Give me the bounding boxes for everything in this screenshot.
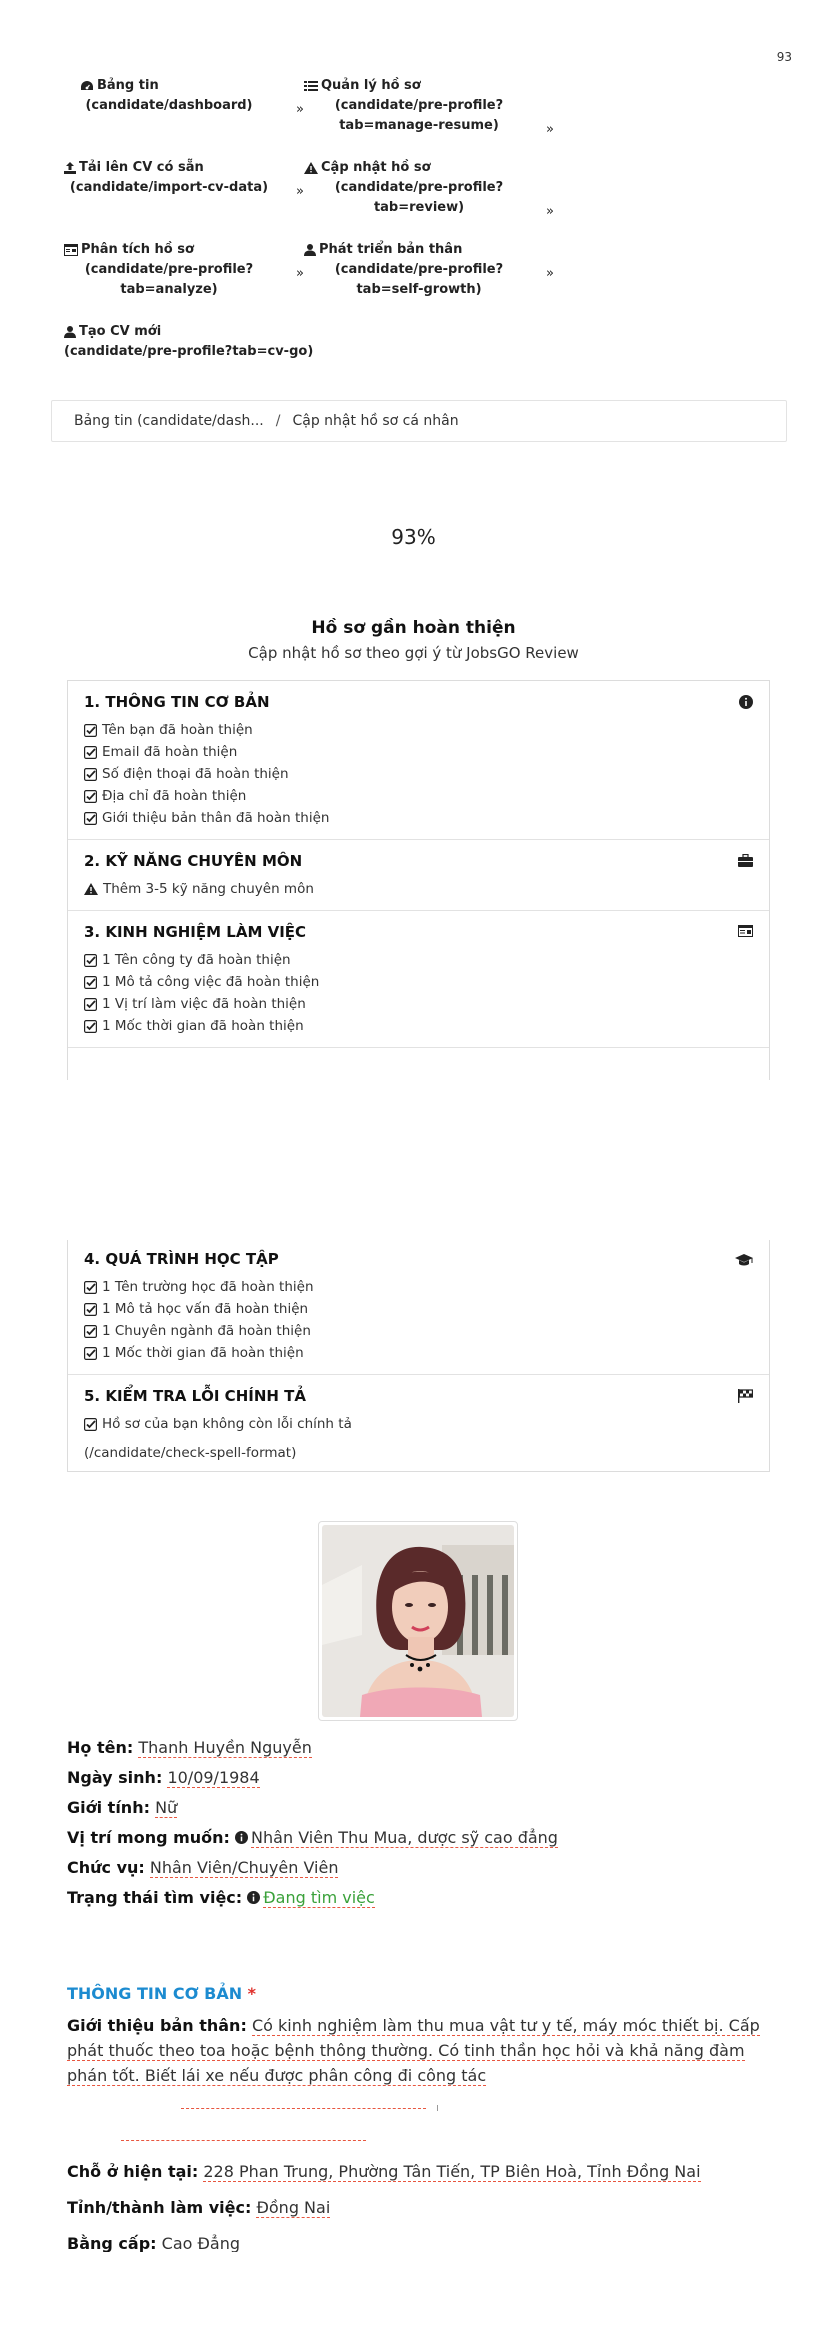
menu-item-title: Phân tích hồ sơ (81, 242, 194, 257)
empty-field-underline[interactable] (181, 2108, 426, 2109)
dashboard-icon (80, 80, 94, 92)
menu-arrow: » (546, 204, 554, 219)
menu-item-path: (candidate/pre-profile?tab=manage-resume) (334, 98, 504, 133)
menu-arrow: » (546, 122, 554, 137)
menu-item-create-cv[interactable] (64, 322, 324, 404)
checklist-item-text: 1 Mô tả học vấn đã hoàn thiện (102, 1301, 309, 1317)
check-square-icon (84, 1347, 97, 1360)
checklist-item-text: Email đã hoàn thiện (102, 744, 238, 760)
checklist-item (84, 785, 753, 807)
info-circle-icon (247, 1891, 260, 1904)
menu-item-path: (candidate/pre-profile?tab=review) (334, 180, 504, 215)
info-gender-value[interactable]: Nữ (155, 1798, 178, 1817)
warning-icon (84, 883, 98, 895)
list-icon (304, 80, 318, 92)
profile-checklist-bottom (67, 1240, 770, 1472)
checklist-item-text: 1 Mô tả công việc đã hoàn thiện (102, 974, 320, 990)
address-value[interactable]: 228 Phan Trung, Phường Tân Tiến, TP Biên Hoà, Tỉnh Đồng Nai (203, 2162, 701, 2181)
menu-item-title: Cập nhật hồ sơ (321, 160, 431, 175)
about-value[interactable]: Có kinh nghiệm làm thu mua vật tư y tế, máy móc thiết bị. Cấp phát thuốc theo toa hoặc bệnh thông thường. Có tinh thần học hỏi và khả năng đàm phán tốt. Biết lái xe nếu được phân công đi công tác (67, 2016, 760, 2085)
checklist-item (84, 1320, 753, 1342)
about-me[interactable] (67, 2013, 767, 2088)
warning-icon (304, 162, 318, 174)
check-square-icon (84, 1418, 97, 1431)
checklist-item-warning (84, 878, 753, 900)
menu-arrow: » (296, 184, 304, 199)
user-icon (304, 244, 316, 256)
profile-photo (322, 1525, 514, 1717)
checklist-item (84, 763, 753, 785)
degree-label: Bằng cấp: (67, 2234, 157, 2252)
section-title: 3. KINH NGHIỆM LÀM VIỆC (84, 923, 307, 941)
required-mark: * (247, 1984, 257, 2003)
info-label: Trạng thái tìm việc: (67, 1888, 243, 1907)
checklist-item-text: Tên bạn đã hoàn thiện (102, 722, 253, 738)
job-status-value[interactable]: Đang tìm việc (263, 1888, 375, 1907)
checklist-item-text: 1 Tên công ty đã hoàn thiện (102, 952, 291, 968)
section-title: 2. KỸ NĂNG CHUYÊN MÔN (84, 852, 303, 870)
about-label: Giới thiệu bản thân: (67, 2016, 247, 2035)
degree-value[interactable]: Cao Đẳng (161, 2234, 240, 2252)
menu-item-title: Tạo CV mới (79, 324, 162, 339)
breadcrumb (51, 400, 787, 442)
checklist-item-text: 1 Tên trường học đã hoàn thiện (102, 1279, 314, 1295)
menu-arrow: » (296, 266, 304, 281)
checklist-item (84, 949, 753, 971)
menu-item-path: (candidate/pre-profile?tab=self-growth) (334, 262, 504, 297)
info-label: Giới tính: (67, 1798, 150, 1817)
menu-item-review[interactable] (304, 158, 554, 240)
info-name-value[interactable]: Thanh Huyền Nguyễn (138, 1738, 312, 1757)
personal-info (67, 1733, 767, 1913)
menu-item-title: Quản lý hồ sơ (321, 78, 421, 93)
province-value[interactable]: Đồng Nai (256, 2198, 331, 2217)
menu-item-dashboard[interactable] (64, 76, 304, 158)
upload-icon (64, 162, 76, 174)
checklist-item-text: 1 Mốc thời gian đã hoàn thiện (102, 1018, 304, 1034)
empty-field-underline[interactable] (121, 2140, 366, 2141)
checklist-section-basic[interactable] (68, 681, 769, 840)
corner-number: 93 (776, 50, 792, 64)
briefcase-icon (738, 854, 753, 867)
checklist-item (84, 1015, 753, 1037)
check-square-icon (84, 1020, 97, 1033)
checklist-item-text: Địa chỉ đã hoàn thiện (102, 788, 247, 804)
menu-item-import-cv[interactable] (64, 158, 304, 240)
section-title: 1. THÔNG TIN CƠ BẢN (84, 693, 270, 711)
avatar[interactable] (318, 1521, 518, 1721)
checklist-item (84, 807, 753, 829)
checklist-section-education[interactable] (68, 1240, 769, 1375)
address-row (67, 2160, 767, 2184)
checklist-section-experience[interactable] (68, 911, 769, 1048)
menu-item-title: Phát triển bản thân (319, 242, 463, 257)
checklist-item-text: Thêm 3-5 kỹ năng chuyên môn (103, 881, 314, 897)
info-gender-row (67, 1793, 767, 1823)
info-status-row (67, 1883, 767, 1913)
menu-arrow: » (546, 266, 554, 281)
section-title: 5. KIỂM TRA LỖI CHÍNH TẢ (84, 1387, 306, 1405)
info-label: Vị trí mong muốn: (67, 1828, 230, 1847)
address-label: Chỗ ở hiện tại: (67, 2162, 199, 2181)
checklist-item-text: Giới thiệu bản thân đã hoàn thiện (102, 810, 330, 826)
checklist-item (84, 719, 753, 741)
basic-info-title-text: THÔNG TIN CƠ BẢN (67, 1984, 243, 2003)
menu-arrow: » (296, 102, 304, 117)
check-square-icon (84, 1325, 97, 1338)
check-square-icon (84, 768, 97, 781)
checklist-item-text: Hồ sơ của bạn không còn lỗi chính tả (102, 1416, 352, 1432)
checklist-item (84, 741, 753, 763)
menu-item-manage-resume[interactable] (304, 76, 554, 158)
checklist-item (84, 1276, 753, 1298)
breadcrumb-separator: / (275, 413, 281, 429)
checklist-section-skills[interactable] (68, 840, 769, 911)
info-position-value[interactable]: Nhân Viên Thu Mua, dược sỹ cao đẳng (251, 1828, 558, 1847)
checklist-item-text: 1 Mốc thời gian đã hoàn thiện (102, 1345, 304, 1361)
menu-item-path: (candidate/dashboard) (85, 98, 253, 113)
checklist-item (84, 1298, 753, 1320)
menu-item-path: (candidate/pre-profile?tab=cv-go) (64, 344, 314, 359)
check-square-icon (84, 790, 97, 803)
card-icon (64, 244, 78, 256)
check-square-icon (84, 954, 97, 967)
info-label: Họ tên: (67, 1738, 134, 1757)
menu-item-title: Tải lên CV có sẵn (79, 160, 204, 175)
checklist-item-text: 1 Chuyên ngành đã hoàn thiện (102, 1323, 311, 1339)
info-dob-row (67, 1763, 767, 1793)
menu-item-path: (candidate/pre-profile?tab=analyze) (84, 262, 254, 297)
checklist-section-spell[interactable] (68, 1375, 769, 1471)
breadcrumb-link-dashboard[interactable]: Bảng tin (candidate/dash... (74, 413, 264, 429)
user-icon (64, 326, 76, 338)
province-label: Tỉnh/thành làm việc: (67, 2198, 252, 2217)
breadcrumb-current: Cập nhật hồ sơ cá nhân (292, 413, 459, 429)
info-name-row (67, 1733, 767, 1763)
check-square-icon (84, 1303, 97, 1316)
info-title-value[interactable]: Nhân Viên/Chuyên Viên (149, 1858, 339, 1877)
info-dob-value[interactable]: 10/09/1984 (167, 1768, 260, 1787)
spell-check-link[interactable]: (/candidate/check-spell-format) (84, 1445, 297, 1461)
field-cursor (437, 2105, 438, 2111)
checklist-item-text: Số điện thoại đã hoàn thiện (102, 766, 289, 782)
info-circle-icon (739, 695, 753, 709)
basic-info-title (67, 1984, 256, 2003)
candidate-menu (64, 76, 584, 404)
checklist-item (84, 1413, 753, 1435)
info-label: Ngày sinh: (67, 1768, 163, 1787)
check-square-icon (84, 812, 97, 825)
info-label: Chức vụ: (67, 1858, 145, 1877)
profile-status-heading: Hồ sơ gần hoàn thiện (311, 618, 516, 638)
menu-item-self-growth[interactable] (304, 240, 554, 322)
profile-completion-percent: 93% (391, 525, 436, 549)
checklist-item (84, 971, 753, 993)
flag-checkered-icon (738, 1389, 753, 1403)
degree-row (67, 2232, 767, 2252)
check-square-icon (84, 746, 97, 759)
check-square-icon (84, 998, 97, 1011)
card-icon (738, 925, 753, 937)
menu-item-analyze[interactable] (64, 240, 304, 322)
info-title-row (67, 1853, 767, 1883)
checklist-item-text: 1 Vị trí làm việc đã hoàn thiện (102, 996, 306, 1012)
section-title: 4. QUÁ TRÌNH HỌC TẬP (84, 1250, 279, 1268)
info-circle-icon (235, 1831, 248, 1844)
graduation-cap-icon (735, 1254, 753, 1267)
check-square-icon (84, 976, 97, 989)
checklist-item (84, 993, 753, 1015)
profile-status-subheading: Cập nhật hồ sơ theo gợi ý từ JobsGO Review (248, 644, 579, 662)
menu-item-title: Bảng tin (97, 78, 159, 93)
menu-item-path: (candidate/import-cv-data) (69, 180, 269, 195)
info-position-row (67, 1823, 767, 1853)
checklist-item (84, 1342, 753, 1364)
province-row (67, 2196, 767, 2220)
check-square-icon (84, 1281, 97, 1294)
check-square-icon (84, 724, 97, 737)
profile-checklist-top (67, 680, 770, 1080)
